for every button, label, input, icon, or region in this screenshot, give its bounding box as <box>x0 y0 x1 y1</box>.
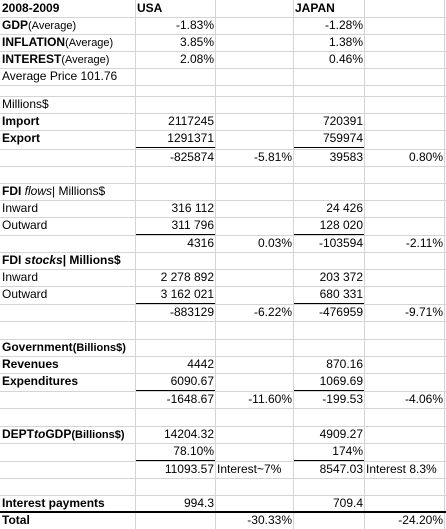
debt-amount-japan[interactable]: 4909.27 <box>319 427 363 441</box>
fdi-stocks-outward-usa[interactable]: 3 162 021 <box>160 287 214 301</box>
fdi-flows-label[interactable]: FDI flows| Millions$ <box>2 184 106 198</box>
total-row <box>0 512 446 529</box>
fdi-flows-pct-usa[interactable]: 0.03% <box>257 236 292 250</box>
interest-payments-row <box>0 495 446 512</box>
gridline <box>0 85 446 86</box>
header-row <box>0 0 446 17</box>
debt-ratio-usa[interactable]: 78.10% <box>173 444 214 458</box>
fdi-flows-net-usa[interactable]: 4316 <box>187 236 214 250</box>
debt-interest-note-usa[interactable]: Interest~7% <box>217 462 282 476</box>
government-header-row <box>0 339 446 356</box>
total-usa[interactable]: -30.33% <box>247 513 292 527</box>
debt-interest-row <box>0 461 446 478</box>
expenditures-label[interactable]: Expenditures <box>2 374 79 388</box>
fdi-flows-pct-japan[interactable]: -2.11% <box>405 236 443 250</box>
interest-payments-japan[interactable]: 709.4 <box>332 496 363 510</box>
government-pct-japan[interactable]: -4.06% <box>404 392 443 406</box>
fdi-flows-header-row <box>0 183 446 200</box>
fdi-flows-inward-japan[interactable]: 24 426 <box>326 201 363 215</box>
gdp-label[interactable]: GDP(Average) <box>2 18 77 32</box>
debt-row <box>0 426 446 443</box>
fdi-flows-outward-row <box>0 217 446 234</box>
interest-usa[interactable]: 2.08% <box>179 52 214 66</box>
export-row <box>0 130 446 147</box>
fdi-flows-inward-usa[interactable]: 316 112 <box>171 201 214 215</box>
import-japan[interactable]: 720391 <box>322 114 363 128</box>
export-japan[interactable]: 759974 <box>322 131 363 145</box>
fdi-stocks-outward-japan[interactable]: 680 331 <box>319 287 363 301</box>
interest-label[interactable]: INTEREST(Average) <box>2 52 110 66</box>
fdi-stocks-net-row <box>0 304 446 321</box>
fdi-flows-outward-usa[interactable]: 311 796 <box>171 218 214 232</box>
interest-payments-label[interactable]: Interest payments <box>2 496 105 510</box>
import-label[interactable]: Import <box>2 114 40 128</box>
trade-pct-japan[interactable]: 0.80% <box>408 150 443 164</box>
debt-interest-japan[interactable]: 8547.03 <box>319 462 363 476</box>
inflation-label[interactable]: INFLATION(Average) <box>2 35 114 49</box>
trade-balance-japan[interactable]: 39583 <box>329 150 363 164</box>
fdi-flows-outward-label[interactable]: Outward <box>2 218 48 232</box>
debt-amount-usa[interactable]: 14204.32 <box>163 427 214 441</box>
gridline <box>0 408 446 409</box>
sum-underline <box>294 147 364 148</box>
fdi-stocks-pct-usa[interactable]: -6.22% <box>253 305 292 319</box>
revenues-japan[interactable]: 870.16 <box>326 357 363 371</box>
fdi-flows-inward-label[interactable]: Inward <box>2 201 39 215</box>
average-price-row <box>0 68 446 85</box>
government-balance-row <box>0 391 446 408</box>
debt-interest-usa[interactable]: 11093.57 <box>164 462 214 476</box>
government-pct-usa[interactable]: -11.60% <box>248 392 292 406</box>
interest-payments-usa[interactable]: 994.3 <box>183 496 214 510</box>
fdi-stocks-inward-japan[interactable]: 203 372 <box>319 270 363 284</box>
gdp-row <box>0 17 446 34</box>
fdi-stocks-header-row <box>0 252 446 269</box>
fdi-flows-inward-row <box>0 200 446 217</box>
fdi-flows-net-japan[interactable]: -103594 <box>318 236 363 250</box>
expenditures-usa[interactable]: 6090.67 <box>170 374 214 388</box>
government-balance-usa[interactable]: -1648.67 <box>166 392 214 406</box>
inflation-usa[interactable]: 3.85% <box>179 35 214 49</box>
government-balance-japan[interactable]: -199.53 <box>322 392 363 406</box>
debt-interest-note-japan[interactable]: Interest 8.3% <box>366 462 437 476</box>
fdi-flows-net-row <box>0 235 446 252</box>
fdi-stocks-outward-row <box>0 286 446 303</box>
sum-underline <box>136 147 215 148</box>
inflation-japan[interactable]: 1.38% <box>328 35 363 49</box>
revenues-label[interactable]: Revenues <box>2 357 59 371</box>
debt-label[interactable]: DEPTtoGDP(Billions$) <box>2 427 125 441</box>
trade-unit-row <box>0 96 446 113</box>
fdi-stocks-pct-japan[interactable]: -9.71% <box>404 305 443 319</box>
expenditures-japan[interactable]: 1069.69 <box>319 374 363 388</box>
usa-header[interactable]: USA <box>137 1 163 15</box>
fdi-stocks-inward-label[interactable]: Inward <box>2 270 39 284</box>
total-label[interactable]: Total <box>2 513 30 527</box>
debt-ratio-japan[interactable]: 174% <box>332 444 363 458</box>
fdi-stocks-label[interactable]: FDI stocks| Millions$ <box>2 253 121 267</box>
fdi-stocks-net-japan[interactable]: -476959 <box>318 305 363 319</box>
debt-ratio-row <box>0 443 446 460</box>
export-label[interactable]: Export <box>2 131 41 145</box>
gdp-usa[interactable]: -1.83% <box>175 18 214 32</box>
fdi-stocks-inward-row <box>0 269 446 286</box>
interest-japan[interactable]: 0.46% <box>328 52 363 66</box>
government-label[interactable]: Government(Billions$) <box>2 340 126 354</box>
fdi-stocks-net-usa[interactable]: -883129 <box>169 305 214 319</box>
revenues-usa[interactable]: 4442 <box>187 357 214 371</box>
gridline <box>0 478 446 479</box>
average-price[interactable]: Average Price 101.76 <box>2 69 118 83</box>
trade-balance-row <box>0 149 446 166</box>
export-usa[interactable]: 1291371 <box>167 131 214 145</box>
interest-row <box>0 51 446 68</box>
fdi-stocks-outward-label[interactable]: Outward <box>2 287 48 301</box>
import-usa[interactable]: 2117245 <box>168 114 214 128</box>
fdi-stocks-inward-usa[interactable]: 2 278 892 <box>160 270 214 284</box>
japan-header[interactable]: JAPAN <box>295 1 335 15</box>
gridline <box>0 321 446 322</box>
expenditures-row <box>0 373 446 390</box>
total-japan[interactable]: -24.20% <box>398 513 443 527</box>
fdi-flows-outward-japan[interactable]: 128 020 <box>319 218 363 232</box>
trade-unit[interactable]: Millions$ <box>2 97 49 111</box>
period-label[interactable]: 2008-2009 <box>2 1 60 15</box>
inflation-row <box>0 34 446 51</box>
gdp-japan[interactable]: -1.28% <box>324 18 363 32</box>
import-row <box>0 113 446 130</box>
revenues-row <box>0 356 446 373</box>
gridline <box>0 166 446 167</box>
trade-balance-usa[interactable]: -825874 <box>169 150 214 164</box>
trade-pct-usa[interactable]: -5.81% <box>253 150 292 164</box>
